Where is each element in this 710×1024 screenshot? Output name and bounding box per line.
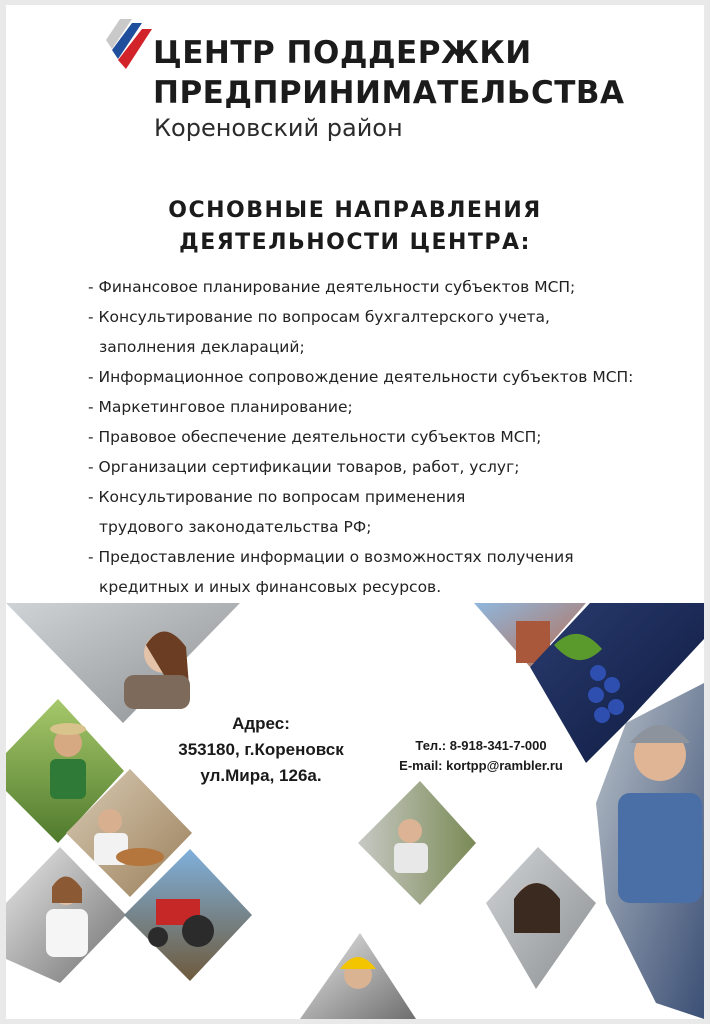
org-name-line1: ЦЕНТР ПОДДЕРЖКИ	[153, 35, 532, 71]
contacts-block	[376, 736, 586, 776]
list-item: - Маркетинговое планирование;	[88, 398, 353, 416]
address-line1: 353180, г.Кореновск	[178, 740, 344, 759]
section-title-line1: ОСНОВНЫЕ НАПРАВЛЕНИЯ	[168, 198, 542, 223]
section-title-line2: ДЕЯТЕЛЬНОСТИ ЦЕНТРА:	[179, 230, 531, 255]
poster	[6, 5, 704, 1019]
list-item: - Консультирование по вопросам применения трудового законодательства РФ;	[88, 488, 466, 536]
logo-flag-icon	[106, 19, 152, 71]
address-line2: ул.Мира, 126а.	[200, 766, 322, 785]
address-label: Адрес:	[232, 714, 290, 733]
list-item: - Консультирование по вопросам бухгалтерского учета, заполнения деклараций;	[88, 308, 550, 356]
list-item: - Предоставление информации о возможностях получения кредитных и иных финансовых ресурсов.	[88, 548, 574, 596]
photo-collage	[6, 603, 704, 1019]
org-name-line2: ПРЕДПРИНИМАТЕЛЬСТВА	[153, 75, 625, 111]
email-text: E-mail: kortpp@rambler.ru	[399, 758, 563, 773]
activities-list	[88, 277, 688, 607]
list-item: - Организации сертификации товаров, работ, услуг;	[88, 458, 520, 476]
photo-woman-writing	[6, 603, 240, 723]
address-block	[156, 711, 366, 789]
phone-text: Тел.: 8-918-341-7-000	[415, 738, 547, 753]
org-district: Кореновский район	[154, 114, 403, 142]
list-item: - Правовое обеспечение деятельности субъектов МСП;	[88, 428, 542, 446]
list-item: - Финансовое планирование деятельности субъектов МСП;	[88, 278, 576, 296]
list-item: - Информационное сопровождение деятельности субъектов МСП:	[88, 368, 634, 386]
